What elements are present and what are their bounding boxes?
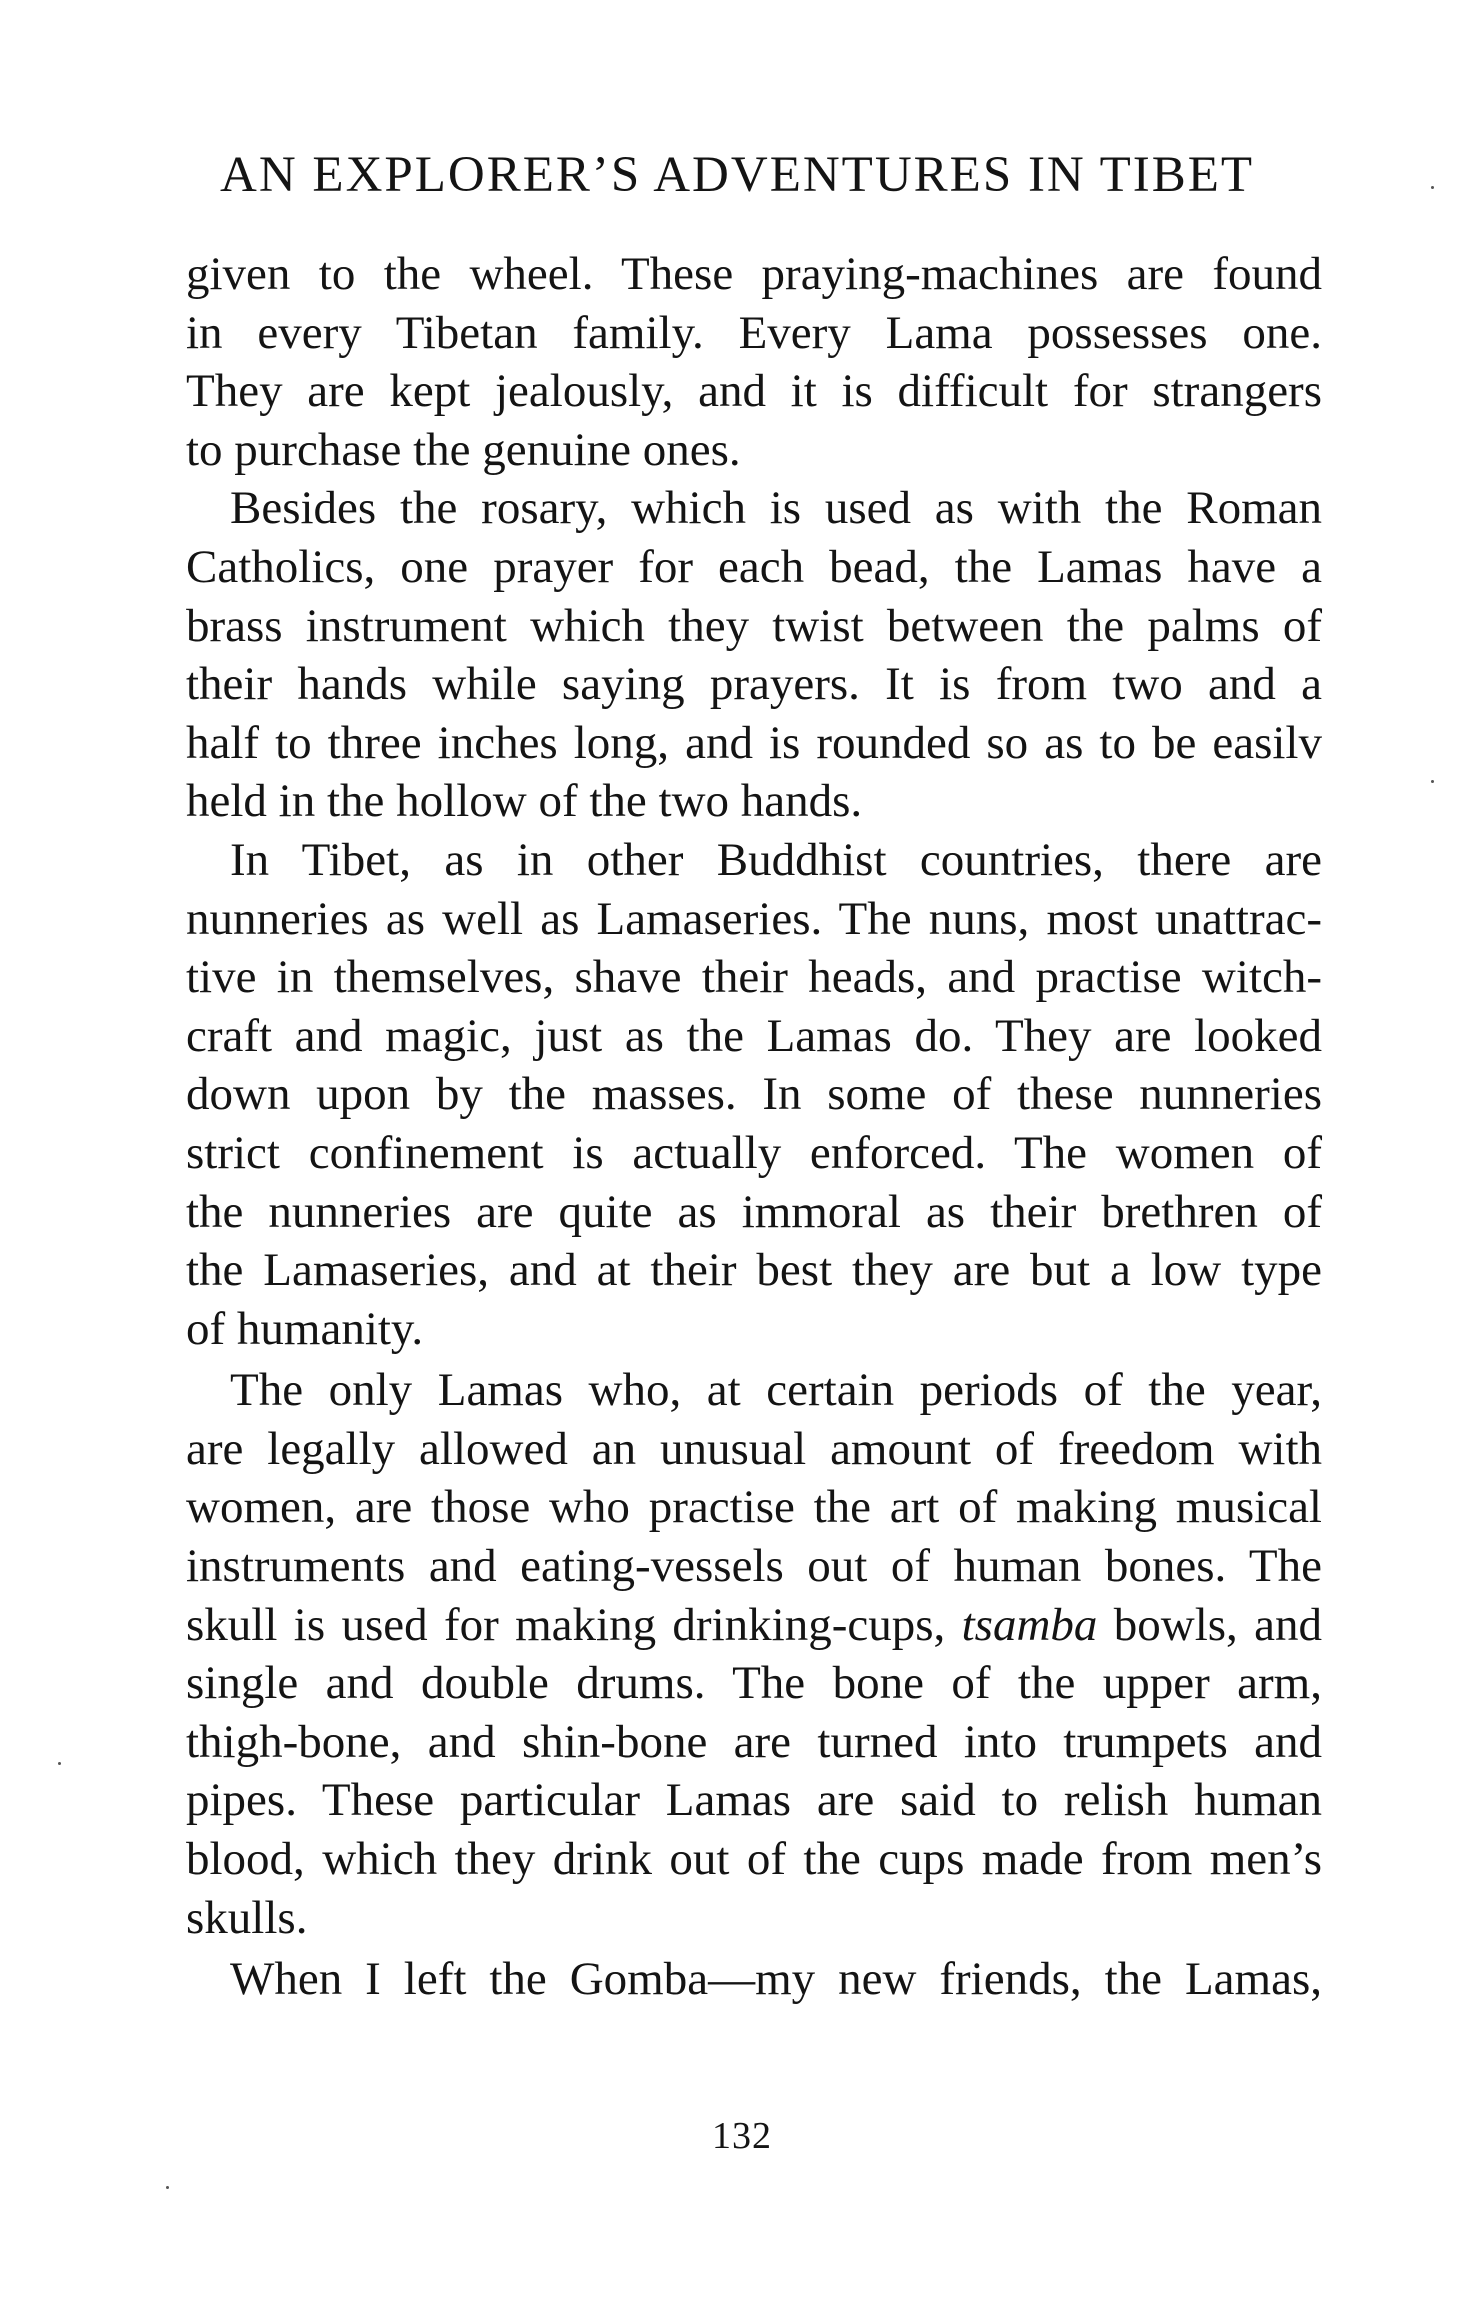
italic-term: tsamba: [961, 1598, 1098, 1651]
text-line: skulls.: [186, 1891, 308, 1944]
text-line: Besides the rosary, which is used as with the Roman: [230, 482, 1322, 535]
text-line: pipes. These particular Lamas are said to relish human: [186, 1774, 1322, 1827]
text-line-mixed: [186, 1596, 1322, 1655]
text-line: the Lamaseries, and at their best they are but a low type: [186, 1244, 1322, 1297]
text-line: nunneries as well as Lamaseries. The nuns, most unattrac-: [186, 892, 1322, 945]
text-line: In Tibet, as in other Buddhist countries, there are: [230, 833, 1322, 886]
text-line: craft and magic, just as the Lamas do. They are looked: [186, 1009, 1322, 1062]
text-line: the nunneries are quite as immoral as their brethren of: [186, 1185, 1322, 1238]
text-line: are legally allowed an unusual amount of freedom with: [186, 1422, 1322, 1475]
paper-speck: [1431, 186, 1434, 189]
text-line: When I left the Gomba—my new friends, the Lamas,: [230, 1953, 1322, 2006]
text-line: women, are those who practise the art of making musical: [186, 1481, 1322, 1534]
text-run: bowls, and: [1113, 1598, 1323, 1651]
text-line: given to the wheel. These praying-machines are found: [186, 248, 1322, 300]
text-line: brass instrument which they twist between the palms of: [186, 599, 1322, 652]
body-text: [186, 245, 1322, 2009]
text-line: The only Lamas who, at certain periods of the year,: [230, 1364, 1322, 1417]
text-line: down upon by the masses. In some of these nunneries: [186, 1068, 1322, 1121]
text-line: Catholics, one prayer for each bead, the Lamas have a: [186, 540, 1322, 593]
text-line: their hands while saying prayers. It is from two and a: [186, 658, 1322, 711]
page-number: 132: [712, 2115, 772, 2157]
text-line: They are kept jealously, and it is difficult for strangers: [186, 365, 1322, 418]
paper-speck: [1431, 780, 1434, 783]
text-line: blood, which they drink out of the cups made from men’s: [186, 1833, 1322, 1886]
text-line: half to three inches long, and is rounded so as to be easilv: [186, 716, 1322, 769]
running-head: AN EXPLORER’S ADVENTURES IN TIBET: [220, 147, 1255, 203]
text-line: strict confinement is actually enforced. The women of: [186, 1126, 1322, 1179]
text-line: instruments and eating-vessels out of human bones. The: [186, 1540, 1322, 1593]
text-line: to purchase the genuine ones.: [186, 423, 741, 476]
text-line: tive in themselves, shave their heads, and practise witch-: [186, 951, 1322, 1004]
text-line: of humanity.: [186, 1302, 424, 1355]
text-run: skull is used for making drinking-cups,: [186, 1598, 946, 1651]
text-line: single and double drums. The bone of the upper arm,: [186, 1657, 1322, 1710]
text-line: thigh-bone, and shin-bone are turned into trumpets and: [186, 1715, 1322, 1768]
text-line: held in the hollow of the two hands.: [186, 775, 863, 828]
paper-speck: [166, 2186, 169, 2189]
text-line: in every Tibetan family. Every Lama possesses one.: [186, 306, 1322, 359]
paper-speck: [58, 1762, 61, 1765]
